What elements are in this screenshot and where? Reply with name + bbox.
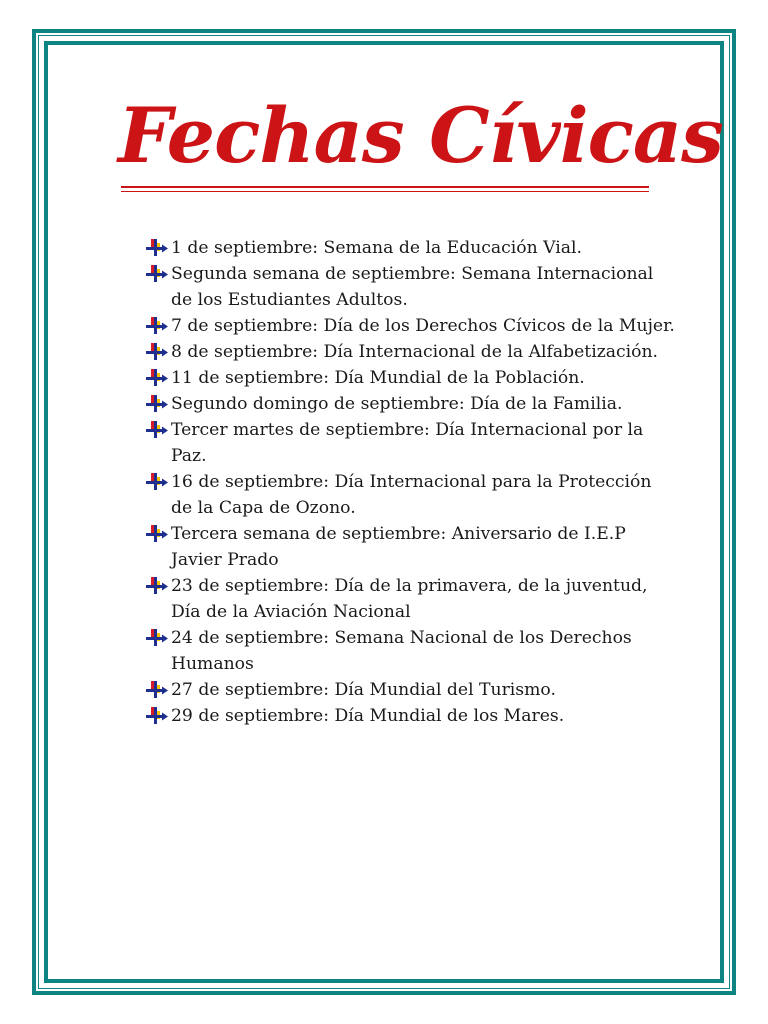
list-item — [146, 339, 676, 365]
list-item-text: Segunda semana de septiembre: Semana Internacional de los Estudiantes Adultos. — [171, 264, 654, 310]
list-item-text: 29 de septiembre: Día Mundial de los Mares. — [171, 706, 565, 726]
list-item — [146, 365, 676, 391]
list-item-text: 16 de septiembre: Día Internacional para la Protección de la Capa de Ozono. — [171, 472, 652, 518]
page-title: Fechas Cívicas — [118, 91, 723, 180]
list-item-text: Segundo domingo de septiembre: Día de la Familia. — [171, 394, 623, 414]
list-item — [146, 469, 676, 521]
plus-arrow-bullet-icon — [146, 706, 168, 726]
plus-arrow-bullet-icon — [146, 524, 168, 544]
list-item-text: 1 de septiembre: Semana de la Educación Vial. — [171, 238, 582, 258]
list-item — [146, 625, 676, 677]
plus-arrow-bullet-icon — [146, 628, 168, 648]
list-item — [146, 391, 676, 417]
plus-arrow-bullet-icon — [146, 472, 168, 492]
list-item — [146, 261, 676, 313]
list-item-text: 11 de septiembre: Día Mundial de la Población. — [171, 368, 585, 388]
plus-arrow-bullet-icon — [146, 420, 168, 440]
plus-arrow-bullet-icon — [146, 264, 168, 284]
plus-arrow-bullet-icon — [146, 680, 168, 700]
list-item — [146, 417, 676, 469]
plus-arrow-bullet-icon — [146, 368, 168, 388]
title-underline-thick — [121, 186, 649, 188]
list-item — [146, 573, 676, 625]
list-item-text: 23 de septiembre: Día de la primavera, de la juventud, Día de la Aviación Nacional — [171, 576, 648, 622]
list-item-text: Tercer martes de septiembre: Día Internacional por la Paz. — [171, 420, 644, 466]
list-item-text: 24 de septiembre: Semana Nacional de los Derechos Humanos — [171, 628, 632, 674]
title-underline-thin — [121, 191, 649, 192]
list-item-text: 7 de septiembre: Día de los Derechos Cívicos de la Mujer. — [171, 316, 675, 336]
list-item-text: Tercera semana de septiembre: Aniversario de I.E.P Javier Prado — [171, 524, 626, 570]
civic-dates-list — [146, 235, 676, 729]
list-item — [146, 521, 676, 573]
list-item — [146, 235, 676, 261]
plus-arrow-bullet-icon — [146, 394, 168, 414]
plus-arrow-bullet-icon — [146, 342, 168, 362]
list-item-text: 8 de septiembre: Día Internacional de la Alfabetización. — [171, 342, 658, 362]
list-item — [146, 677, 676, 703]
list-item — [146, 703, 676, 729]
plus-arrow-bullet-icon — [146, 238, 168, 258]
list-item — [146, 313, 676, 339]
plus-arrow-bullet-icon — [146, 316, 168, 336]
list-item-text: 27 de septiembre: Día Mundial del Turismo. — [171, 680, 556, 700]
plus-arrow-bullet-icon — [146, 576, 168, 596]
